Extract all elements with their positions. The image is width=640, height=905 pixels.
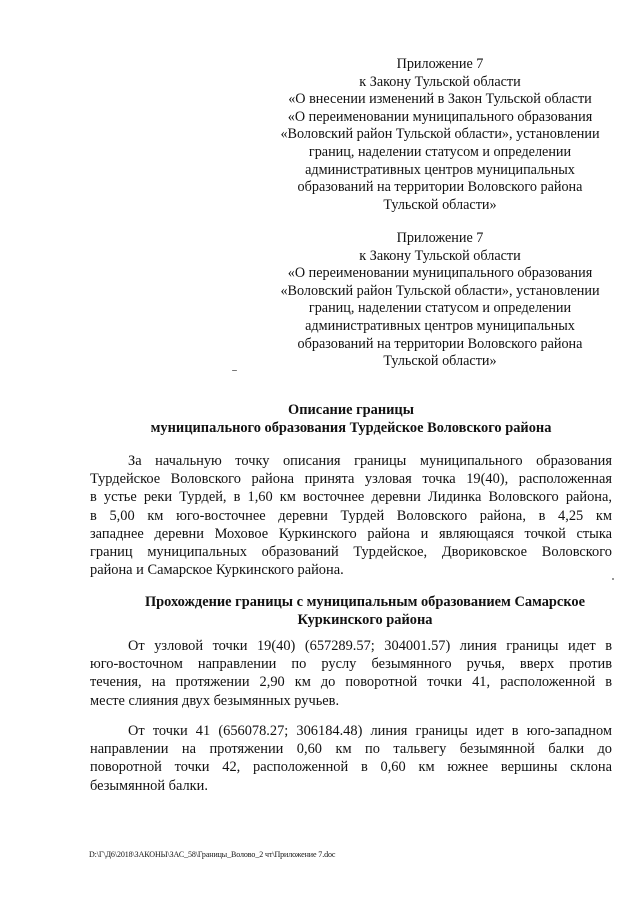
- paragraph-line: западнее деревни Моховое Куркинского района и являющаяся точкой стыка: [90, 525, 612, 542]
- paragraph-line: района и Самарское Куркинского района.: [90, 562, 344, 579]
- appendix-line: Приложение 7: [396, 56, 484, 72]
- appendix-line: образований на территории Воловского района: [297, 335, 583, 352]
- appendix-line: «Воловский район Тульской области», установлении: [280, 126, 600, 143]
- paragraph-line: течения, на протяжении 2,90 км до поворотной точки 41, расположенной в: [90, 674, 612, 691]
- appendix-line: границ, наделении статусом и определении: [308, 143, 572, 160]
- appendix-line: административных центров муниципальных: [305, 317, 575, 334]
- appendix-line: Тульской области»: [383, 353, 497, 370]
- paragraph-line: границ муниципальных образований Турдейское, Двориковское Воловского: [90, 544, 612, 561]
- heading-line: Описание границы: [288, 402, 414, 418]
- paragraph-line: юго-восточном направлении по руслу безымянного ручья, вверх против: [90, 656, 612, 673]
- appendix-line: «Воловский район Тульской области», установлении: [280, 282, 600, 299]
- paragraph-line: направлении на протяжении 0,60 км по тальвегу безымянной балки до: [90, 741, 612, 758]
- appendix-line: «О внесении изменений в Закон Тульской области: [288, 91, 592, 108]
- appendix-header-2: [262, 230, 618, 371]
- intro-paragraph: [90, 452, 612, 579]
- boundary-paragraph-1: [90, 637, 612, 710]
- appendix-line: образований на территории Воловского района: [297, 179, 583, 196]
- paragraph-line: месте слияния двух безымянных ручьев.: [90, 692, 340, 709]
- heading-line: Куркинского района: [297, 612, 433, 628]
- heading-line: Прохождение границы с муниципальным образованием Самарское: [144, 594, 586, 610]
- footer-file-path: D:\Г\Д6\2018\ЗАКОНЫ\ЗАС_58\Границы_Волово_2 чт\Приложение 7.doc: [89, 850, 336, 859]
- heading-line: муниципального образования Турдейское Воловского района: [150, 420, 552, 436]
- paragraph-line: От узловой точки 19(40) (657289.57; 304001.57) линия границы идет в: [128, 638, 612, 654]
- paragraph-line: в устье реки Турдей, в 1,60 км восточнее деревни Лидинка Воловского района,: [90, 489, 612, 506]
- appendix-line: административных центров муниципальных: [305, 161, 575, 178]
- paragraph-line: За начальную точку описания границы муниципального образования: [128, 453, 612, 469]
- scan-speck: [612, 578, 614, 580]
- appendix-line: Приложение 7: [396, 230, 484, 246]
- paragraph-line: Турдейское Воловского района принята узловая точка 19(40), расположенная: [90, 471, 612, 488]
- paragraph-line: безымянной балки.: [90, 777, 208, 794]
- paragraph-line: в 5,00 км юго-восточнее деревни Турдей Воловского района, в 4,25 км: [90, 507, 612, 524]
- appendix-line: границ, наделении статусом и определении: [308, 300, 572, 317]
- appendix-line: к Закону Тульской области: [359, 247, 521, 264]
- appendix-header-1: [262, 56, 618, 214]
- paragraph-line: От точки 41 (656078.27; 306184.48) линия границы идет в юго-западном: [128, 723, 612, 739]
- appendix-line: «О переименовании муниципального образования: [287, 108, 593, 125]
- scan-speck: [232, 370, 237, 371]
- paragraph-line: поворотной точки 42, расположенной в 0,60 км южнее вершины склона: [90, 759, 612, 776]
- appendix-line: «О переименовании муниципального образования: [287, 265, 593, 282]
- appendix-line: к Закону Тульской области: [359, 73, 521, 90]
- boundary-paragraph-2: [90, 722, 612, 795]
- appendix-line: Тульской области»: [383, 196, 497, 213]
- section-heading: [95, 593, 635, 629]
- description-heading: [87, 401, 615, 437]
